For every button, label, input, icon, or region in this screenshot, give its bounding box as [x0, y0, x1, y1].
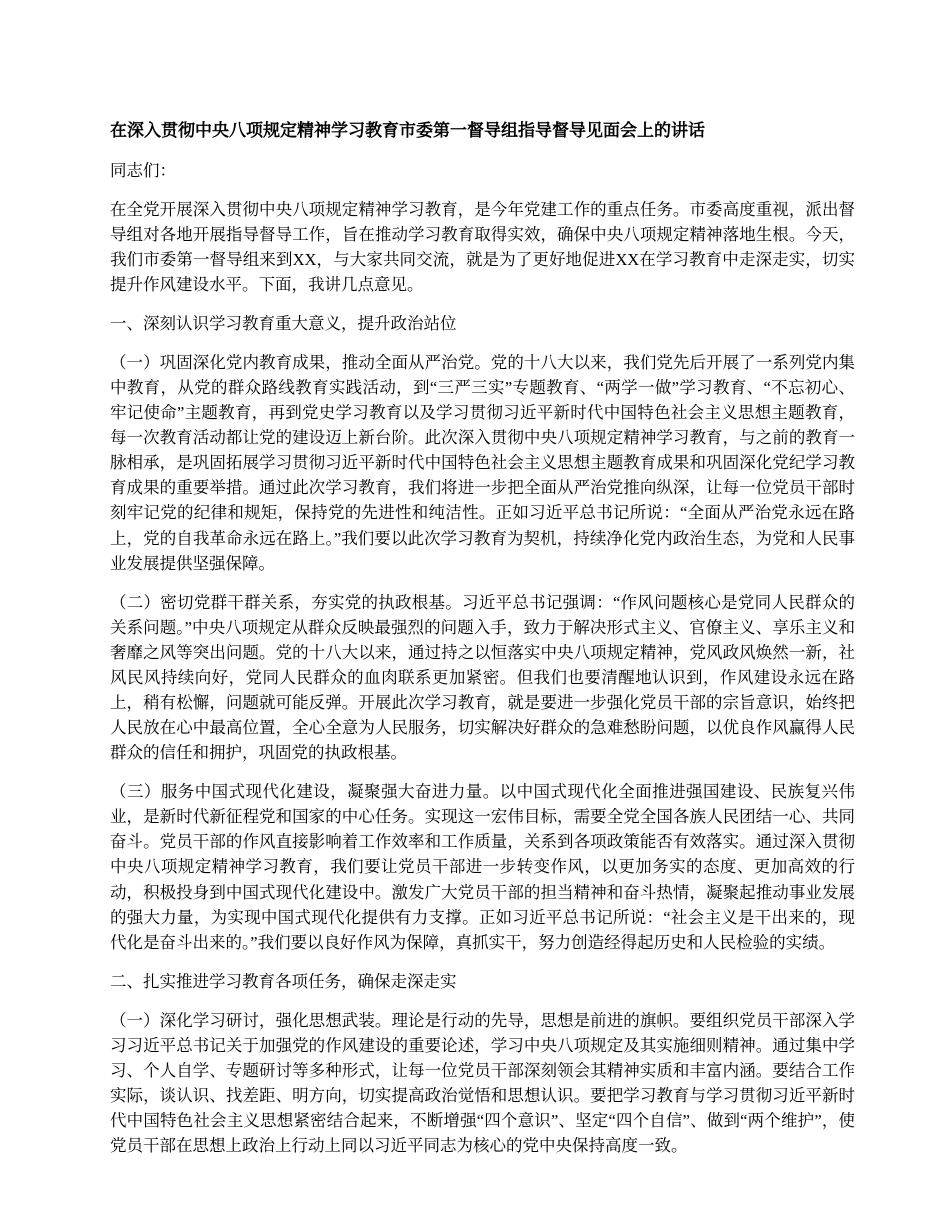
salutation: 同志们：: [110, 160, 176, 180]
section-2-paragraph-1: （一）深化学习研讨，强化思想武装。理论是行动的先导，思想是前进的旗帜。要组织党员干部深入学习习近平总书记关于加强党的作风建设的重要论述，学习中央八项规定及其实施细则精神。通过集中学习、个人自学、专题研讨等多种形式，让每一位党员干部深刻领会其精神实质和丰富内涵。要结合工作实际，谈认识、找差距、明方向，切实提高政治觉悟和思想认识。要把学习教育与学习贯彻习近平新时代中国特色社会主义思想紧密结合起来，不断增强“四个意识”、坚定“四个自信”、做到“两个维护”，使党员干部在思想上政治上行动上同以习近平同志为核心的党中央保持高度一致。: [110, 1010, 855, 1156]
section-1-paragraph-3: （三）服务中国式现代化建设，凝聚强大奋进力量。以中国式现代化全面推进强国建设、民族复兴伟业，是新时代新征程党和国家的中心任务。实现这一宏伟目标，需要全党全国各族人民团结一心、共同奋斗。党员干部的作风直接影响着工作效率和工作质量，关系到各项政策能否有效落实。通过深入贯彻中央八项规定精神学习教育，我们要让党员干部进一步转变作风，以更加务实的态度、更加高效的行动，积极投身到中国式现代化建设中。激发广大党员干部的担当精神和奋斗热情，凝聚起推动事业发展的强大力量，为实现中国式现代化提供有力支撑。正如习近平总书记所说：“社会主义是干出来的，现代化是奋斗出来的。”我们要以良好作风为保障，真抓实干，努力创造经得起历史和人民检验的实绩。: [110, 782, 855, 952]
document-title: 在深入贯彻中央八项规定精神学习教育市委第一督导组指导督导见面会上的讲话: [110, 121, 705, 140]
section-1-paragraph-1: （一）巩固深化党内教育成果，推动全面从严治党。党的十八大以来，我们党先后开展了一系列党内集中教育，从党的群众路线教育实践活动，到“三严三实”专题教育、“两学一做”学习教育、“不忘初心、牢记使命”主题教育，再到党史学习教育以及学习贯彻习近平新时代中国特色社会主义思想主题教育，每一次教育活动都让党的建设迈上新台阶。此次深入贯彻中央八项规定精神学习教育，与之前的教育一脉相承，是巩固拓展学习贯彻习近平新时代中国特色社会主义思想主题教育成果和巩固深化党纪学习教育成果的重要举措。通过此次学习教育，我们将进一步把全面从严治党推向纵深，让每一位党员干部时刻牢记党的纪律和规矩，保持党的先进性和纯洁性。正如习近平总书记所说：“全面从严治党永远在路上，党的自我革命永远在路上。”我们要以此次学习教育为契机，持续净化党内政治生态，为党和人民事业发展提供坚强保障。: [110, 352, 855, 573]
section-1-heading: 一、深刻认识学习教育重大意义，提升政治站位: [110, 313, 457, 333]
section-2-heading: 二、扎实推进学习教育各项任务，确保走深走实: [110, 971, 457, 991]
section-1-paragraph-2: （二）密切党群干群关系，夯实党的执政根基。习近平总书记强调：“作风问题核心是党同人民群众的关系问题。”中央八项规定从群众反映最强烈的问题入手，致力于解决形式主义、官僚主义、享乐主义和奢靡之风等突出问题。党的十八大以来，通过持之以恒落实中央八项规定精神，党风政风焕然一新，社风民风持续向好，党同人民群众的血肉联系更加紧密。但我们也要清醒地认识到，作风建设永远在路上，稍有松懈，问题就可能反弹。开展此次学习教育，就是要进一步强化党员干部的宗旨意识，始终把人民放在心中最高位置，全心全意为人民服务，切实解决好群众的急难愁盼问题，以优良作风赢得人民群众的信任和拥护，巩固党的执政根基。: [110, 592, 855, 763]
intro-paragraph: 在全党开展深入贯彻中央八项规定精神学习教育，是今年党建工作的重点任务。市委高度重视，派出督导组对各地开展指导督导工作，旨在推动学习教育取得实效，确保中央八项规定精神落地生根。今天，我们市委第一督导组来到XX，与大家共同交流，就是为了更好地促进XX在学习教育中走深走实，切实提升作风建设水平。下面，我讲几点意见。: [110, 199, 855, 294]
